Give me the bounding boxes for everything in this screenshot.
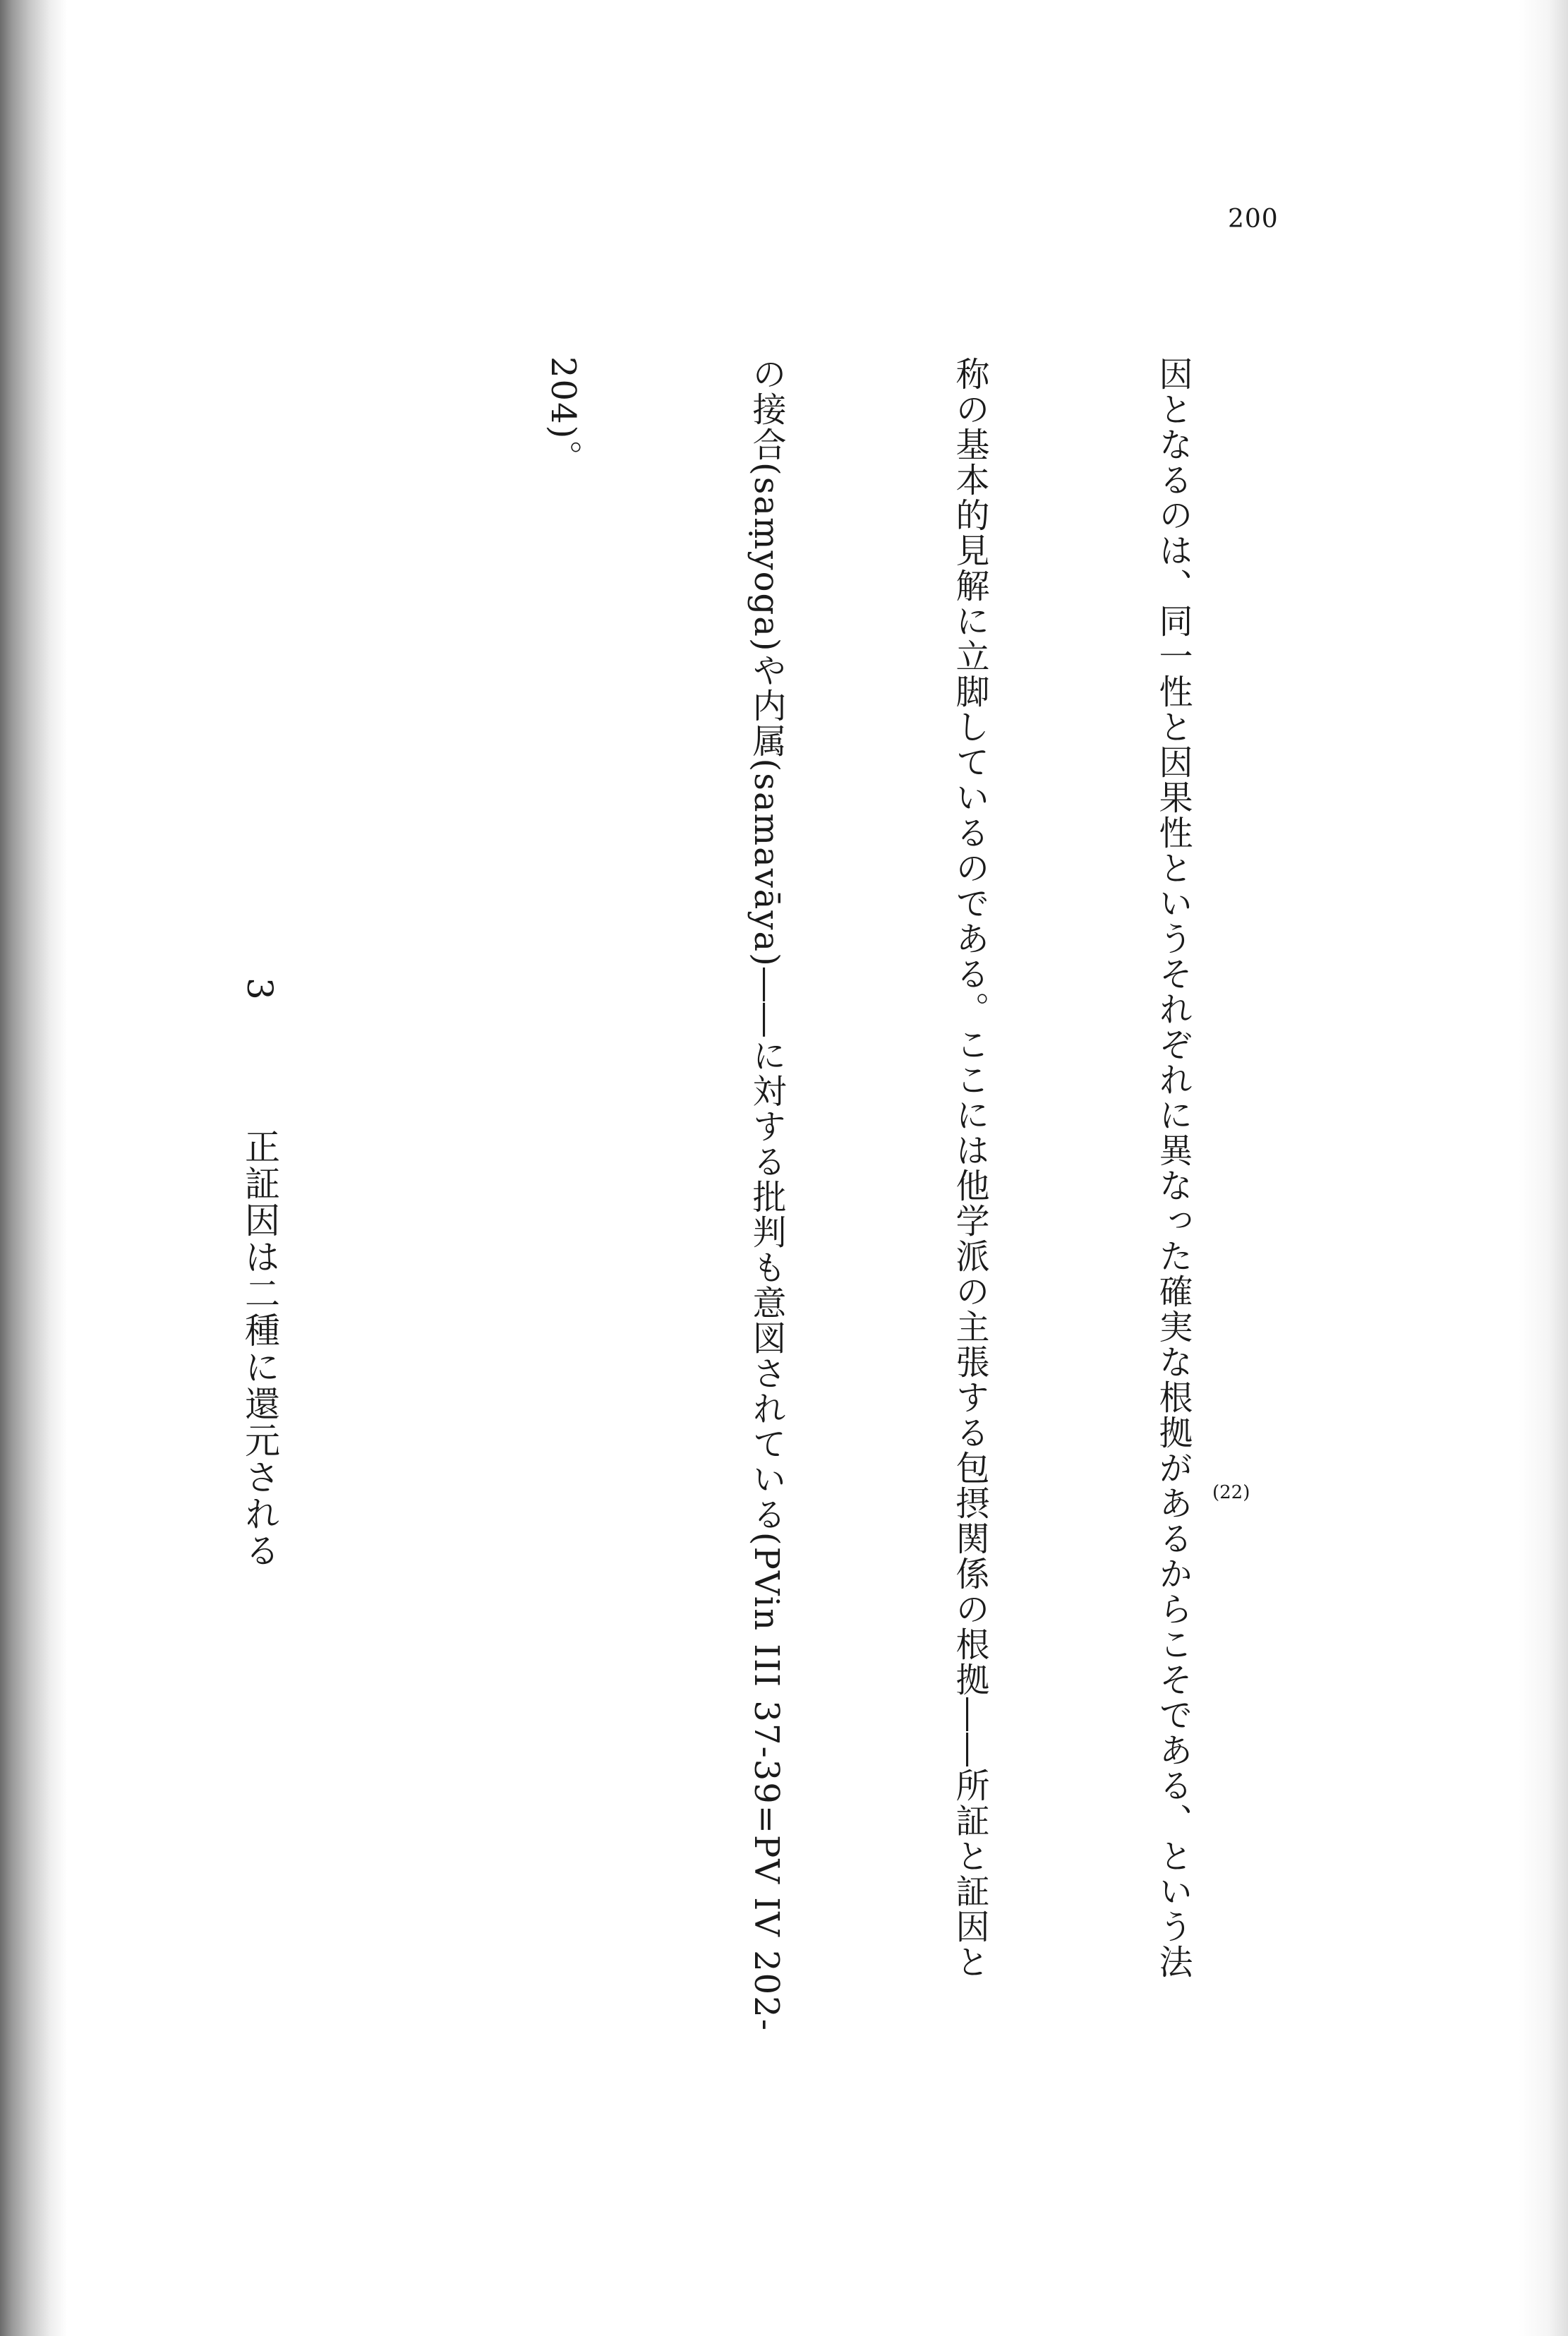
section-heading bbox=[226, 356, 294, 2304]
section-title: 正証因は二種に還元される bbox=[239, 1128, 280, 1569]
body-line: の接合(saṃyoga)や内属(samavāya)――に対する批判も意図されている(PVin III 37-39=PV IV 202- bbox=[747, 356, 786, 2032]
page-number: 200 bbox=[1228, 205, 1279, 234]
body-line: 因となるのは、同一性と因果性というそれぞれに異なった確実な根拠があるからこそである、という法 bbox=[1153, 356, 1193, 1980]
section-number: 3 bbox=[239, 977, 280, 1001]
vertical-text-body bbox=[0, 356, 1342, 2304]
footnote-reference: (22) bbox=[1212, 1482, 1250, 1503]
body-line: 称の基本的見解に立脚しているのである。ここには他学派の主張する包摂関係の根拠――所証と証因と bbox=[950, 356, 989, 1980]
scan-shadow-right bbox=[1519, 0, 1568, 2336]
body-line: 204)。 bbox=[543, 356, 583, 476]
